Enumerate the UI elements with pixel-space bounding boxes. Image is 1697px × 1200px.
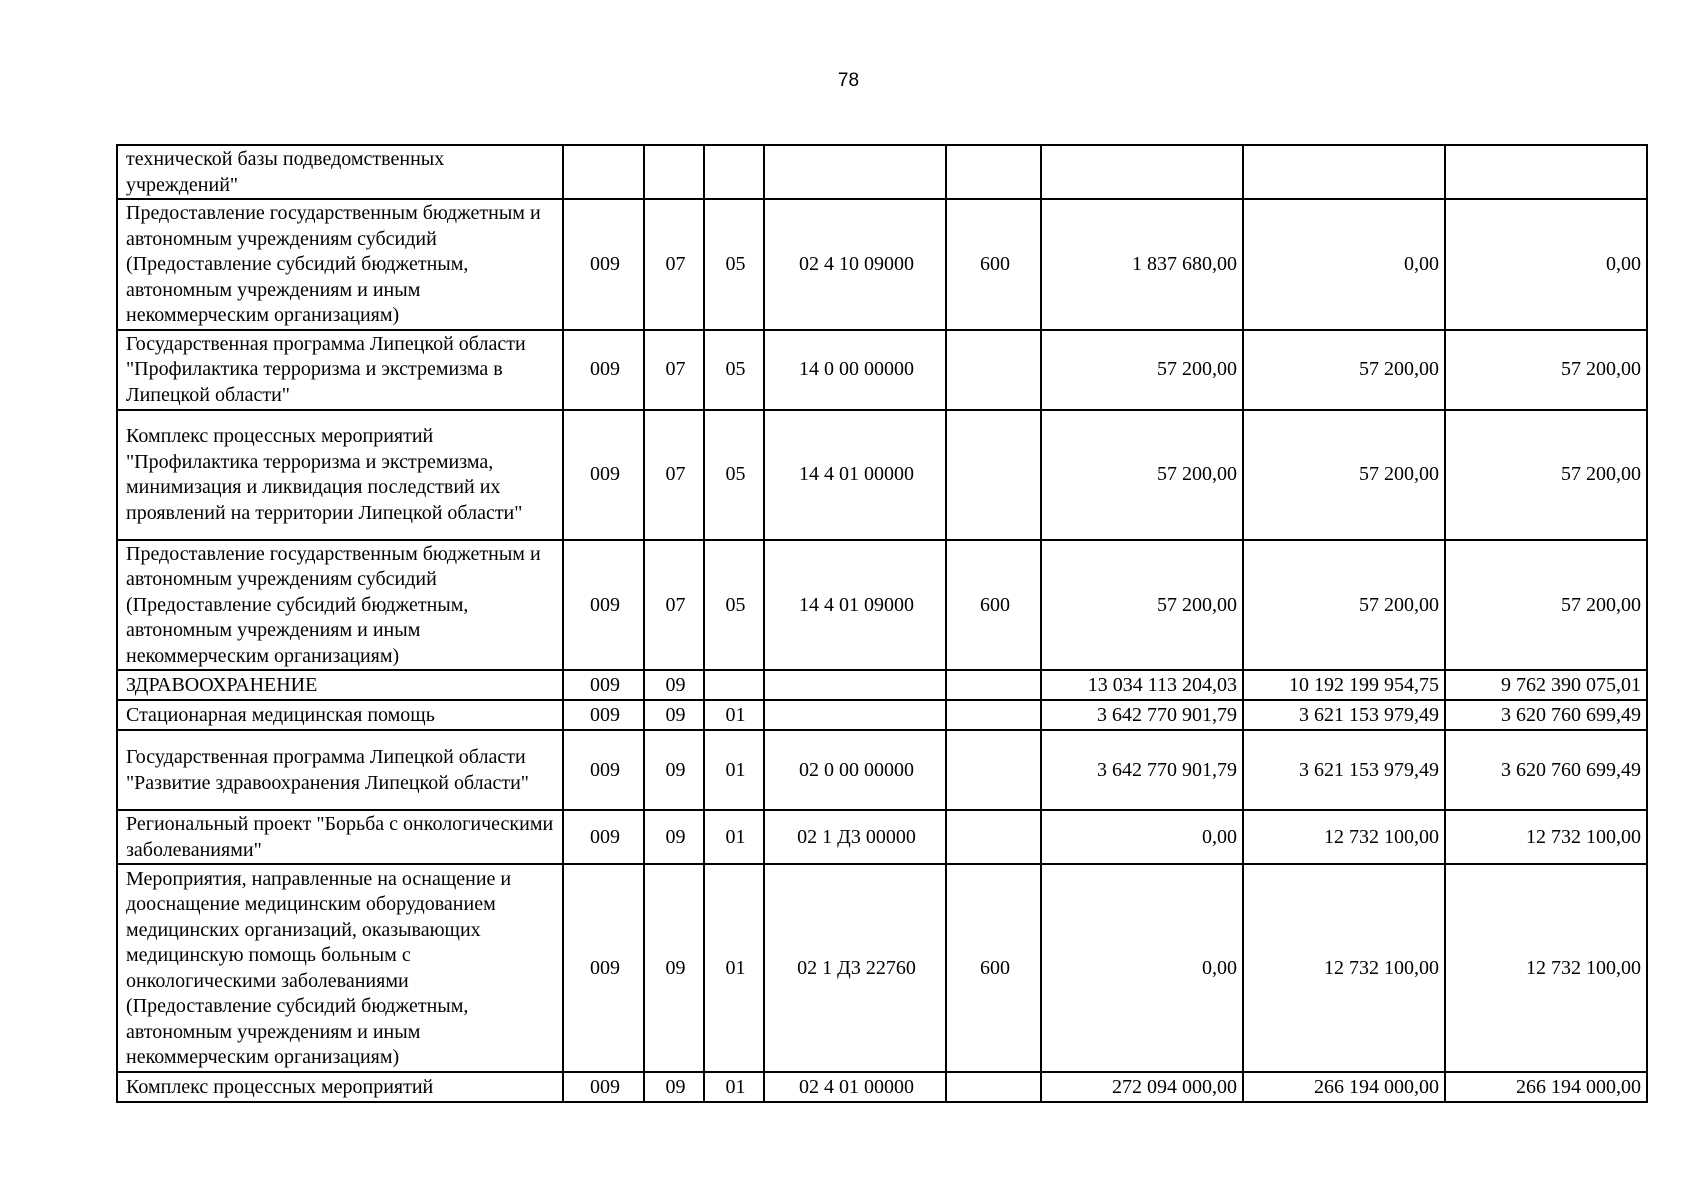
cell-pr: 01: [704, 810, 764, 864]
cell-rz: 09: [644, 810, 704, 864]
cell-pr: 01: [704, 864, 764, 1072]
cell-vr: [946, 1072, 1041, 1102]
cell-vr: 600: [946, 199, 1041, 330]
cell-rz: 09: [644, 864, 704, 1072]
cell-sum1: 57 200,00: [1041, 410, 1243, 540]
cell-gr: 009: [563, 864, 644, 1072]
cell-csr: [764, 670, 946, 700]
table-row: [117, 145, 1647, 199]
cell-csr: 14 4 01 00000: [764, 410, 946, 540]
cell-rz: 07: [644, 540, 704, 671]
cell-sum2: 57 200,00: [1243, 410, 1445, 540]
cell-gr: 009: [563, 670, 644, 700]
cell-sum2: 12 732 100,00: [1243, 864, 1445, 1072]
cell-sum2: 266 194 000,00: [1243, 1072, 1445, 1102]
cell-rz: 07: [644, 410, 704, 540]
cell-vr: [946, 730, 1041, 810]
cell-sum3: 9 762 390 075,01: [1445, 670, 1647, 700]
cell-vr: [946, 700, 1041, 730]
cell-sum3: [1445, 145, 1647, 199]
cell-sum2: 3 621 153 979,49: [1243, 700, 1445, 730]
table-row: [117, 540, 1647, 671]
cell-name: ЗДРАВООХРАНЕНИЕ: [117, 670, 563, 700]
cell-name: Государственная программа Липецкой области "Развитие здравоохранения Липецкой области": [117, 730, 563, 810]
budget-table: [116, 144, 1648, 1103]
cell-rz: 09: [644, 700, 704, 730]
cell-name: технической базы подведомственных учреждений": [117, 145, 563, 199]
cell-rz: 09: [644, 670, 704, 700]
cell-sum1: [1041, 145, 1243, 199]
cell-name: Государственная программа Липецкой области "Профилактика терроризма и экстремизма в Липецкой области": [117, 330, 563, 410]
cell-name: Мероприятия, направленные на оснащение и дооснащение медицинским оборудованием медицинских организаций, оказывающих медицинскую помощь больным с онкологическими заболеваниями (Предоставление субсидий бюджетным, автономным учреждениям и иным некоммерческим организациям): [117, 864, 563, 1072]
cell-sum1: 57 200,00: [1041, 330, 1243, 410]
cell-pr: 01: [704, 730, 764, 810]
cell-sum2: 57 200,00: [1243, 330, 1445, 410]
cell-csr: [764, 145, 946, 199]
cell-csr: 02 1 Д3 00000: [764, 810, 946, 864]
cell-rz: 07: [644, 330, 704, 410]
table-row: [117, 700, 1647, 730]
cell-sum1: 272 094 000,00: [1041, 1072, 1243, 1102]
cell-pr: [704, 145, 764, 199]
cell-sum3: 12 732 100,00: [1445, 810, 1647, 864]
cell-sum3: 57 200,00: [1445, 410, 1647, 540]
cell-name: Стационарная медицинская помощь: [117, 700, 563, 730]
cell-sum3: 266 194 000,00: [1445, 1072, 1647, 1102]
cell-rz: 07: [644, 199, 704, 330]
table-row: [117, 1072, 1647, 1102]
cell-vr: [946, 810, 1041, 864]
cell-sum2: 3 621 153 979,49: [1243, 730, 1445, 810]
cell-sum3: 0,00: [1445, 199, 1647, 330]
cell-sum3: 12 732 100,00: [1445, 864, 1647, 1072]
cell-name: Предоставление государственным бюджетным и автономным учреждениям субсидий (Предоставление субсидий бюджетным, автономным учреждениям и иным некоммерческим организациям): [117, 199, 563, 330]
cell-name: Предоставление государственным бюджетным и автономным учреждениям субсидий (Предоставление субсидий бюджетным, автономным учреждениям и иным некоммерческим организациям): [117, 540, 563, 671]
cell-csr: 14 4 01 09000: [764, 540, 946, 671]
cell-pr: 01: [704, 1072, 764, 1102]
cell-sum3: 57 200,00: [1445, 330, 1647, 410]
cell-pr: [704, 670, 764, 700]
cell-name: Комплекс процессных мероприятий "Профилактика терроризма и экстремизма, минимизация и ликвидация последствий их проявлений на территории Липецкой области": [117, 410, 563, 540]
cell-csr: 14 0 00 00000: [764, 330, 946, 410]
cell-gr: 009: [563, 199, 644, 330]
table-row: [117, 410, 1647, 540]
cell-name: Региональный проект "Борьба с онкологическими заболеваниями": [117, 810, 563, 864]
cell-sum3: 3 620 760 699,49: [1445, 730, 1647, 810]
cell-sum2: 0,00: [1243, 199, 1445, 330]
table-row: [117, 730, 1647, 810]
page-number: 78: [837, 70, 860, 91]
table-row: [117, 330, 1647, 410]
cell-vr: [946, 670, 1041, 700]
cell-sum1: 13 034 113 204,03: [1041, 670, 1243, 700]
table-row: [117, 810, 1647, 864]
cell-gr: 009: [563, 700, 644, 730]
cell-rz: [644, 145, 704, 199]
cell-csr: [764, 700, 946, 730]
cell-pr: 05: [704, 330, 764, 410]
table-row: [117, 199, 1647, 330]
table-row: [117, 864, 1647, 1072]
cell-sum1: 1 837 680,00: [1041, 199, 1243, 330]
cell-gr: [563, 145, 644, 199]
cell-gr: 009: [563, 410, 644, 540]
table-row: [117, 670, 1647, 700]
cell-sum2: [1243, 145, 1445, 199]
cell-sum1: 0,00: [1041, 810, 1243, 864]
cell-sum2: 10 192 199 954,75: [1243, 670, 1445, 700]
cell-sum3: 3 620 760 699,49: [1445, 700, 1647, 730]
cell-vr: [946, 330, 1041, 410]
cell-vr: [946, 410, 1041, 540]
cell-csr: 02 1 Д3 22760: [764, 864, 946, 1072]
cell-gr: 009: [563, 330, 644, 410]
cell-pr: 05: [704, 410, 764, 540]
cell-pr: 01: [704, 700, 764, 730]
cell-sum1: 57 200,00: [1041, 540, 1243, 671]
cell-csr: 02 4 01 00000: [764, 1072, 946, 1102]
cell-vr: 600: [946, 540, 1041, 671]
cell-vr: 600: [946, 864, 1041, 1072]
cell-sum2: 12 732 100,00: [1243, 810, 1445, 864]
cell-name: Комплекс процессных мероприятий: [117, 1072, 563, 1102]
cell-pr: 05: [704, 199, 764, 330]
cell-sum3: 57 200,00: [1445, 540, 1647, 671]
cell-gr: 009: [563, 730, 644, 810]
cell-csr: 02 4 10 09000: [764, 199, 946, 330]
cell-sum2: 57 200,00: [1243, 540, 1445, 671]
cell-csr: 02 0 00 00000: [764, 730, 946, 810]
cell-sum1: 3 642 770 901,79: [1041, 730, 1243, 810]
cell-sum1: 0,00: [1041, 864, 1243, 1072]
cell-pr: 05: [704, 540, 764, 671]
cell-sum1: 3 642 770 901,79: [1041, 700, 1243, 730]
cell-vr: [946, 145, 1041, 199]
cell-gr: 009: [563, 540, 644, 671]
cell-gr: 009: [563, 1072, 644, 1102]
cell-rz: 09: [644, 730, 704, 810]
cell-gr: 009: [563, 810, 644, 864]
cell-rz: 09: [644, 1072, 704, 1102]
